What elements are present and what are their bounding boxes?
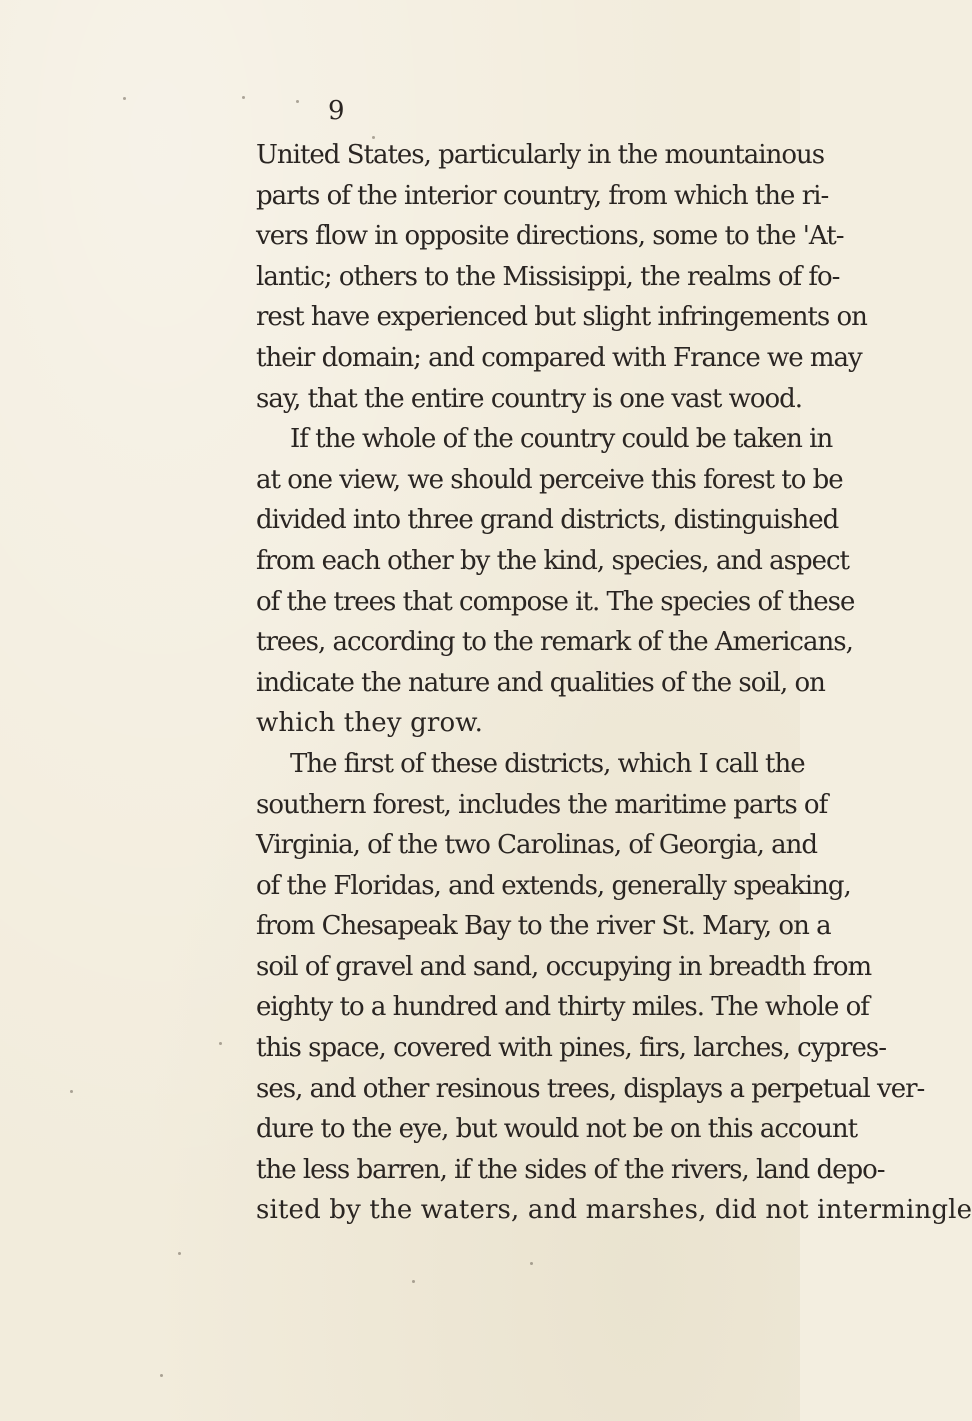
text-line: at one view, we should perceive this forest to be [256, 464, 843, 495]
text-line: ses, and other resinous trees, displays a perpetual ver- [256, 1073, 925, 1104]
text-line: Virginia, of the two Carolinas, of Georgia, and [256, 830, 818, 861]
ink-speck [530, 1262, 533, 1265]
text-line: trees, according to the remark of the Americans, [256, 627, 853, 658]
text-line: the less barren, if the sides of the rivers, land depo- [256, 1154, 885, 1185]
text-line: their domain; and compared with France we may [256, 342, 862, 373]
text-line: southern forest, includes the maritime parts of [256, 789, 828, 820]
ink-speck [123, 97, 126, 100]
body-text [256, 135, 972, 1231]
page-number: 9 [328, 96, 345, 126]
text-line: this space, covered with pines, firs, larches, cypres- [256, 1033, 886, 1064]
text-line: lantic; others to the Missisippi, the realms of fo- [256, 261, 840, 292]
text-line: eighty to a hundred and thirty miles. The whole of [256, 992, 869, 1023]
ink-speck [412, 1280, 415, 1283]
text-line: United States, particularly in the mountainous [256, 140, 825, 170]
text-line: say, that the entire country is one vast wood. [256, 383, 803, 414]
ink-speck [219, 1042, 222, 1045]
text-line: soil of gravel and sand, occupying in breadth from [256, 951, 872, 982]
text-line: which they grow. [256, 708, 483, 739]
paragraph-start-line: The first of these districts, which I call the [290, 748, 805, 779]
text-line: from each other by the kind, species, and aspect [256, 545, 849, 576]
text-line: of the Floridas, and extends, generally speaking, [256, 870, 851, 901]
ink-speck [242, 96, 245, 99]
text-line: from Chesapeak Bay to the river St. Mary, on a [256, 911, 831, 942]
text-line: sited by the waters, and marshes, did not intermingle [256, 1195, 972, 1226]
text-line: divided into three grand districts, distinguished [256, 505, 839, 536]
ink-speck [70, 1090, 73, 1093]
text-line: indicate the nature and qualities of the soil, on [256, 667, 825, 698]
ink-speck [178, 1252, 181, 1255]
paragraph-start-line: If the whole of the country could be taken in [290, 424, 833, 455]
ink-speck [296, 100, 299, 103]
text-line: of the trees that compose it. The species of these [256, 586, 855, 617]
text-line: dure to the eye, but would not be on this account [256, 1114, 858, 1145]
text-line: rest have experienced but slight infringements on [256, 302, 867, 333]
text-line: parts of the interior country, from which the ri- [256, 180, 829, 211]
ink-speck [160, 1374, 163, 1377]
text-line: vers flow in opposite directions, some to the 'At- [256, 221, 844, 252]
